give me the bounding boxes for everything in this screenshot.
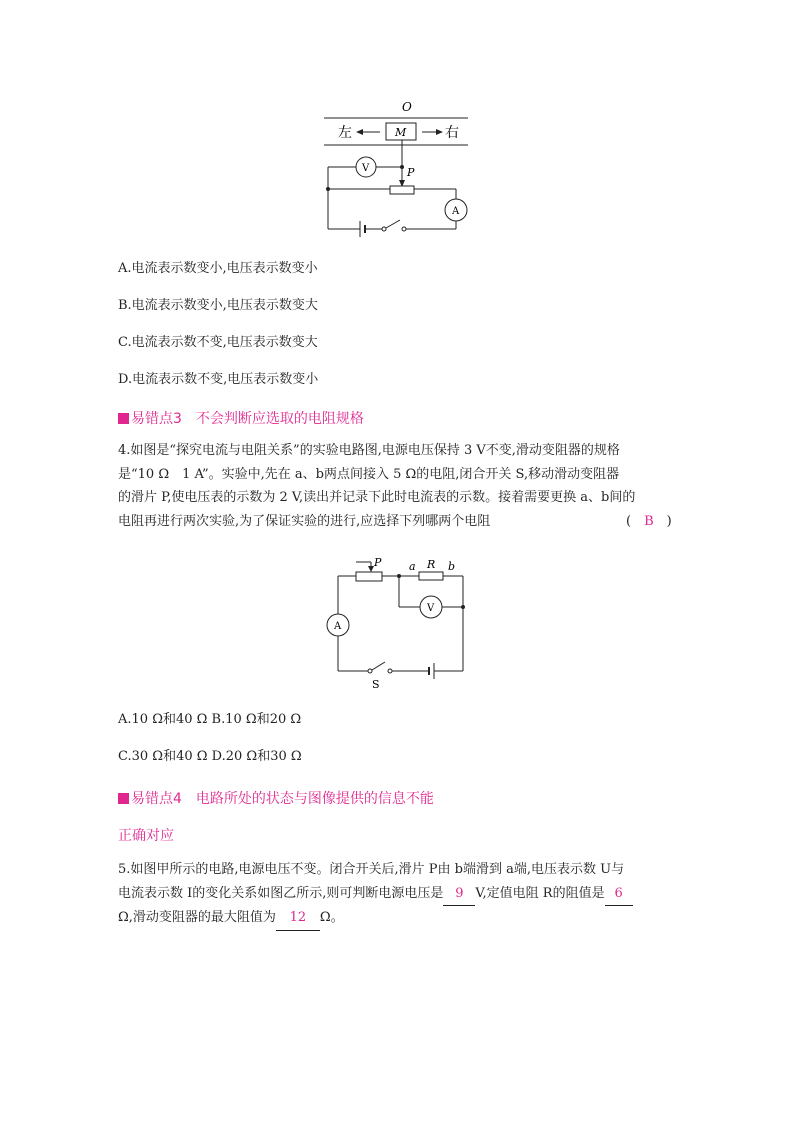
fig1-label-v: V: [362, 163, 370, 174]
fig1-label-a: A: [452, 206, 460, 217]
heading-marker-icon: [118, 413, 129, 424]
q5-line-2: [118, 882, 678, 907]
fig2-label-r: R: [427, 558, 436, 571]
heading-3-text: 易错点3 不会判断应选取的电阻规格: [131, 411, 364, 427]
heading-4-text: 易错点4 电路所处的状态与图像提供的信息不能: [131, 791, 434, 807]
q5-line-3: [118, 906, 678, 931]
q4-options-line-2: C.30 Ω和40 Ω D.20 Ω和30 Ω: [118, 749, 302, 764]
fig2-label-v: V: [427, 603, 435, 614]
fig2-label-am: A: [334, 621, 342, 632]
q3-option-c: C.电流表示数不变,电压表示数变大: [118, 335, 318, 350]
q4-line-3: 的滑片 P,使电压表的示数为 2 V,读出并记录下此时电流表的示数。接着需要更换 a、b间的: [118, 490, 636, 505]
q4-line-2: 是“10 Ω 1 A”。实验中,先在 a、b两点间接入 5 Ω的电阻,闭合开关 S,移动滑动变阻器: [118, 466, 620, 482]
figure-2-circuit: [323, 554, 473, 694]
q4-line-1: 4.如图是“探究电流与电阻关系”的实验电路图,电源电压保持 3 V不变,滑动变阻器的规格: [118, 443, 620, 458]
question-5: [118, 858, 678, 931]
q4-answer-bracket: [626, 510, 672, 534]
q5-line-2-a: 电流表示数 I的变化关系如图乙所示,则可判断电源电压是: [118, 885, 444, 901]
fig1-label-left: 左: [338, 125, 352, 141]
fig1-label-m: M: [395, 126, 407, 139]
fig1-label-p: P: [407, 166, 415, 179]
q3-option-a: A.电流表示数变小,电压表示数变小: [118, 261, 318, 276]
bracket-close: ): [666, 513, 672, 529]
q4-options-line-1: A.10 Ω和40 Ω B.10 Ω和20 Ω: [118, 712, 302, 727]
fig2-label-a: a: [409, 560, 416, 573]
fig2-label-p: P: [374, 556, 382, 569]
q5-blank-resistance: 6: [605, 882, 633, 907]
q4-line-4-text: 电阻再进行两次实验,为了保证实验的进行,应选择下列哪两个电阻: [118, 513, 491, 529]
fig1-label-right: 右: [445, 125, 459, 141]
q4-line-4: [118, 510, 678, 534]
q4-answer: B: [644, 513, 654, 529]
q3-option-b: B.电流表示数变小,电压表示数变大: [118, 298, 318, 313]
q5-blank-voltage: 9: [443, 882, 475, 907]
heading-error-point-3: [118, 408, 364, 428]
q5-blank-max-resistance: 12: [276, 906, 320, 931]
q5-line-3-b: Ω。: [319, 910, 344, 925]
q5-line-2-b: V,定值电阻 R的阻值是: [475, 885, 605, 901]
figure-1-circuit: [318, 96, 478, 246]
bracket-open: (: [626, 513, 632, 529]
heading-4-continuation: 正确对应: [118, 828, 174, 844]
heading-error-point-4: [118, 788, 434, 808]
q3-option-d: D.电流表示数不变,电压表示数变小: [118, 372, 319, 387]
q5-line-3-a: Ω,滑动变阻器的最大阻值为: [118, 910, 276, 925]
fig2-label-s: S: [372, 678, 380, 691]
fig2-label-b: b: [448, 560, 456, 573]
fig1-label-o: O: [402, 100, 412, 114]
question-4: [118, 439, 678, 533]
heading-marker-icon: [118, 793, 129, 804]
q5-line-1: 5.如图甲所示的电路,电源电压不变。闭合开关后,滑片 P由 b端滑到 a端,电压表示数 U与: [118, 862, 625, 877]
